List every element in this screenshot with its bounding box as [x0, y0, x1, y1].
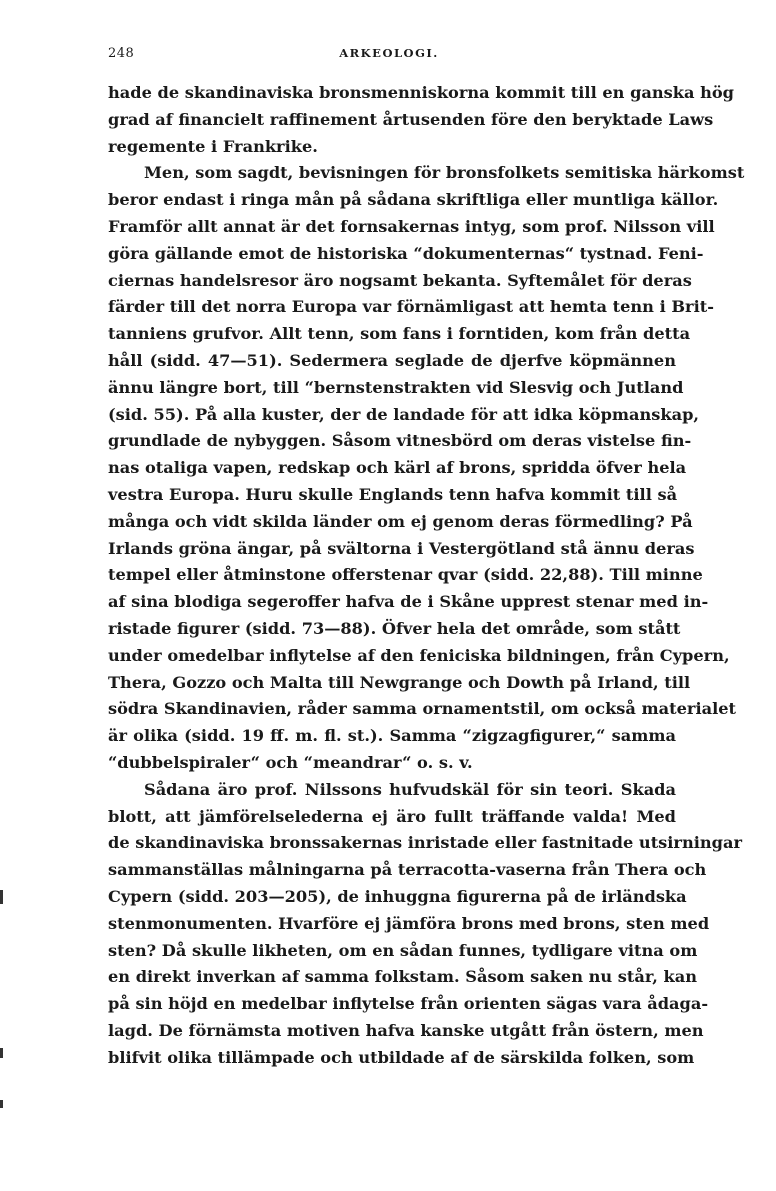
- text-line: regemente i Frankrike.: [108, 136, 318, 156]
- text-line: Framför allt annat är det fornsakernas intyg, som prof. Nilsson vill: [108, 216, 715, 236]
- text-line: tanniens grufvor. Allt tenn, som fans i forntiden, kom från detta: [108, 324, 691, 344]
- text-line: “dubbelspiraler“ och “meandrar“ o. s. v.: [108, 752, 473, 772]
- text-line: Irlands gröna ängar, på svältorna i Vestergötland stå ännu deras: [108, 538, 695, 558]
- text-line: de skandinaviska bronssakernas inristade eller fastnitade utsirningar: [108, 833, 742, 853]
- text-line: blifvit olika tillämpade och utbildade af de särskilda folken, som: [108, 1047, 695, 1067]
- text-line: Men, som sagdt, bevisningen för bronsfolkets semitiska härkomst: [144, 163, 745, 183]
- text-line: stenmonumenten. Hvarföre ej jämföra brons med brons, sten med: [108, 913, 710, 933]
- text-line: en direkt inverkan af samma folkstam. Såsom saken nu står, kan: [108, 967, 697, 987]
- text-line: på sin höjd en medelbar inflytelse från orienten sägas vara ådaga-: [108, 994, 709, 1014]
- text-line: håll (sidd. 47—51). Sedermera seglade de djerfve köpmännen: [108, 350, 676, 370]
- text-line: göra gällande emot de historiska “dokumenternas“ tystnad. Feni-: [108, 243, 704, 263]
- text-line: sten? Då skulle likheten, om en sådan funnes, tydligare vitna om: [108, 940, 698, 960]
- text-line: af sina blodiga segeroffer hafva de i Skåne upprest stenar med in-: [108, 592, 709, 612]
- text-line: färder till det norra Europa var förnämligast att hemta tenn i Brit-: [108, 297, 714, 317]
- scan-edge-mark: [0, 1100, 3, 1108]
- text-line: ännu längre bort, till “bernstenstrakten vid Slesvig och Jutland: [108, 377, 684, 397]
- body-text: [108, 80, 745, 1071]
- text-line: hade de skandinaviska bronsmenniskorna kommit till en ganska hög: [108, 83, 734, 102]
- running-head: ARKEOLOGI.: [339, 46, 439, 60]
- text-line: vestra Europa. Huru skulle Englands tenn hafva kommit till så: [108, 484, 678, 504]
- page-number: 248: [108, 46, 135, 61]
- text-line: (sid. 55). På alla kuster, der de landade för att idka köpmanskap,: [108, 404, 700, 424]
- text-line: under omedelbar inflytelse af den feniciska bildningen, från Cypern,: [108, 645, 730, 665]
- text-line: ristade figurer (sidd. 73—88). Öfver hela det område, som stått: [108, 618, 681, 638]
- text-line: lagd. De förnämsta motiven hafva kanske utgått från östern, men: [108, 1020, 704, 1040]
- page-header: [108, 46, 670, 68]
- text-line: grundlade de nybyggen. Såsom vitnesbörd om deras vistelse fin-: [108, 431, 692, 451]
- scan-edge-mark: [0, 890, 3, 904]
- scan-edge-mark: [0, 1048, 3, 1058]
- text-line: är olika (sidd. 19 ff. m. fl. st.). Samma “zigzagfigurer,“ samma: [108, 726, 676, 746]
- text-line: tempel eller åtminstone offerstenar qvar (sidd. 22,88). Till minne: [108, 565, 703, 585]
- text-line: Thera, Gozzo och Malta till Newgrange och Dowth på Irland, till: [108, 672, 691, 692]
- text-line: många och vidt skilda länder om ej genom deras förmedling? På: [108, 511, 693, 531]
- text-line: grad af financielt raffinement årtusenden före den beryktade Laws: [108, 109, 714, 129]
- text-line: Cypern (sidd. 203—205), de inhuggna figurerna på de irländska: [108, 886, 687, 906]
- text-line: beror endast i ringa mån på sådana skriftliga eller muntliga källor.: [108, 190, 719, 210]
- text-line: södra Skandinavien, råder samma ornamentstil, om också materialet: [108, 699, 737, 719]
- text-line: sammanställas målningarna på terracotta-vaserna från Thera och: [108, 860, 707, 880]
- text-line: Sådana äro prof. Nilssons hufvudskäl för sin teori. Skada: [144, 779, 676, 799]
- text-line: ciernas handelsresor äro nogsamt bekanta. Syftemålet för deras: [108, 270, 692, 290]
- text-line: blott, att jämförelselederna ej äro fullt träffande valda! Med: [108, 806, 676, 826]
- text-line: nas otaliga vapen, redskap och kärl af brons, spridda öfver hela: [108, 458, 687, 478]
